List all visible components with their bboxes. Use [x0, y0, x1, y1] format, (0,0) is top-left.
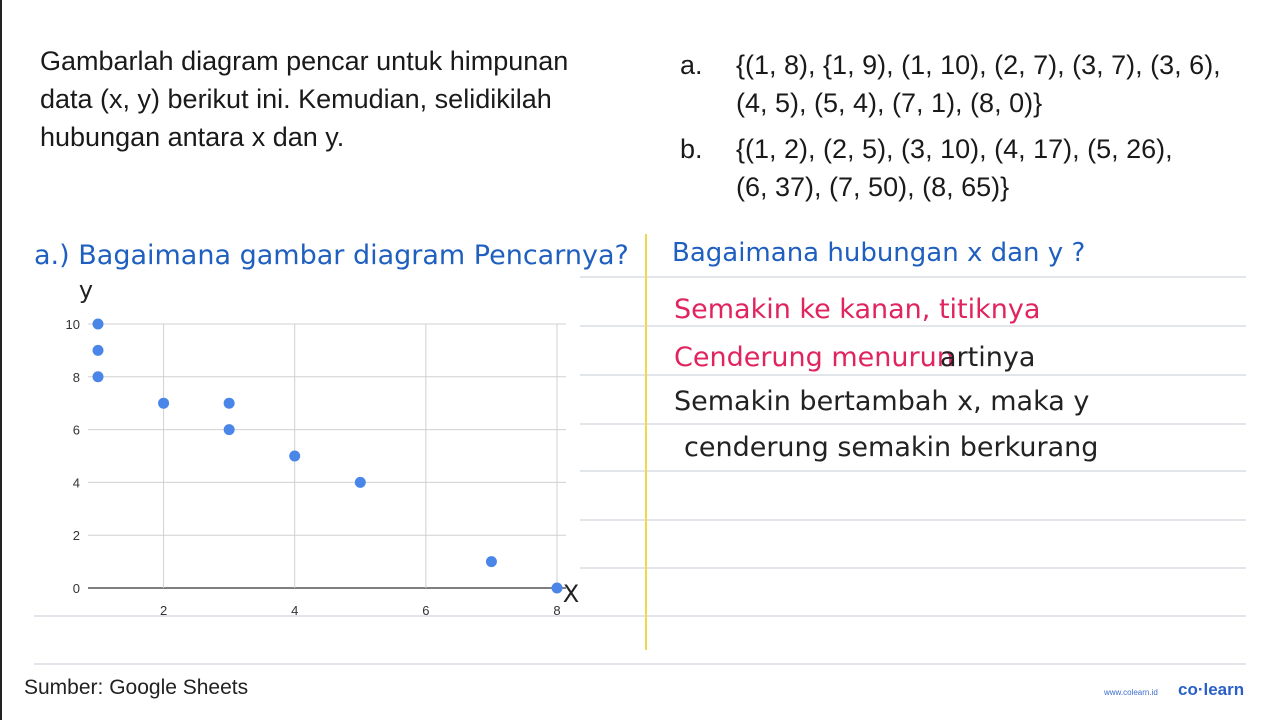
x-tick-label: 8 — [553, 603, 561, 618]
data-point — [93, 345, 104, 356]
x-tick-label: 6 — [422, 603, 430, 618]
brand-logo: co·learn — [1178, 680, 1245, 699]
data-point — [289, 451, 300, 462]
y-tick-label: 6 — [72, 422, 80, 438]
option-b-line1: {(1, 2), (2, 5), (3, 10), (4, 17), (5, 26), — [736, 134, 1173, 164]
handwritten-question-relation: Bagaimana hubungan x dan y ? — [672, 238, 1086, 268]
handwritten-answer-line2a: Cenderung menurun — [674, 342, 954, 373]
data-point — [224, 398, 235, 409]
question-line: hubungan antara x dan y. — [40, 122, 345, 152]
data-point — [93, 319, 104, 330]
y-tick-label: 8 — [72, 369, 80, 385]
x-axis-label: X — [562, 580, 580, 608]
data-point — [158, 398, 169, 409]
source-caption: Sumber: Google Sheets — [24, 676, 249, 699]
option-a-label: a. — [680, 50, 703, 80]
option-a-line1: {(1, 8), {1, 9), (1, 10), (2, 7), (3, 7), (3, 6), — [736, 50, 1221, 80]
y-tick-label: 2 — [72, 528, 80, 544]
option-b-label: b. — [680, 134, 703, 164]
handwritten-answer-line2b: artinya — [940, 342, 1036, 373]
data-point — [93, 371, 104, 382]
handwritten-answer-line4: cenderung semakin berkurang — [684, 432, 1099, 463]
handwritten-answer-line1: Semakin ke kanan, titiknya — [674, 294, 1041, 325]
y-axis-label: y — [78, 276, 94, 304]
handwritten-question-a: a.) Bagaimana gambar diagram Pencarnya? — [34, 240, 629, 271]
y-tick-label: 10 — [65, 317, 80, 332]
y-tick-label: 4 — [72, 475, 80, 491]
data-point — [486, 556, 497, 567]
option-b-line2: (6, 37), (7, 50), (8, 65)} — [736, 172, 1010, 202]
scatter-chart — [0, 270, 600, 630]
option-a-line2: (4, 5), (5, 4), (7, 1), (8, 0)} — [736, 88, 1043, 118]
brand-url: www.colearn.id — [1104, 688, 1158, 697]
x-tick-label: 2 — [159, 603, 168, 618]
handwritten-answer-line3: Semakin bertambah x, maka y — [674, 386, 1090, 417]
data-point — [552, 583, 563, 594]
question-line: Gambarlah diagram pencar untuk himpunan — [40, 46, 569, 76]
y-tick-label: 0 — [72, 581, 80, 596]
x-tick-label: 4 — [291, 603, 299, 618]
question-line: data (x, y) berikut ini. Kemudian, selidikilah — [40, 84, 552, 114]
data-point — [224, 424, 235, 435]
data-point — [355, 477, 366, 488]
